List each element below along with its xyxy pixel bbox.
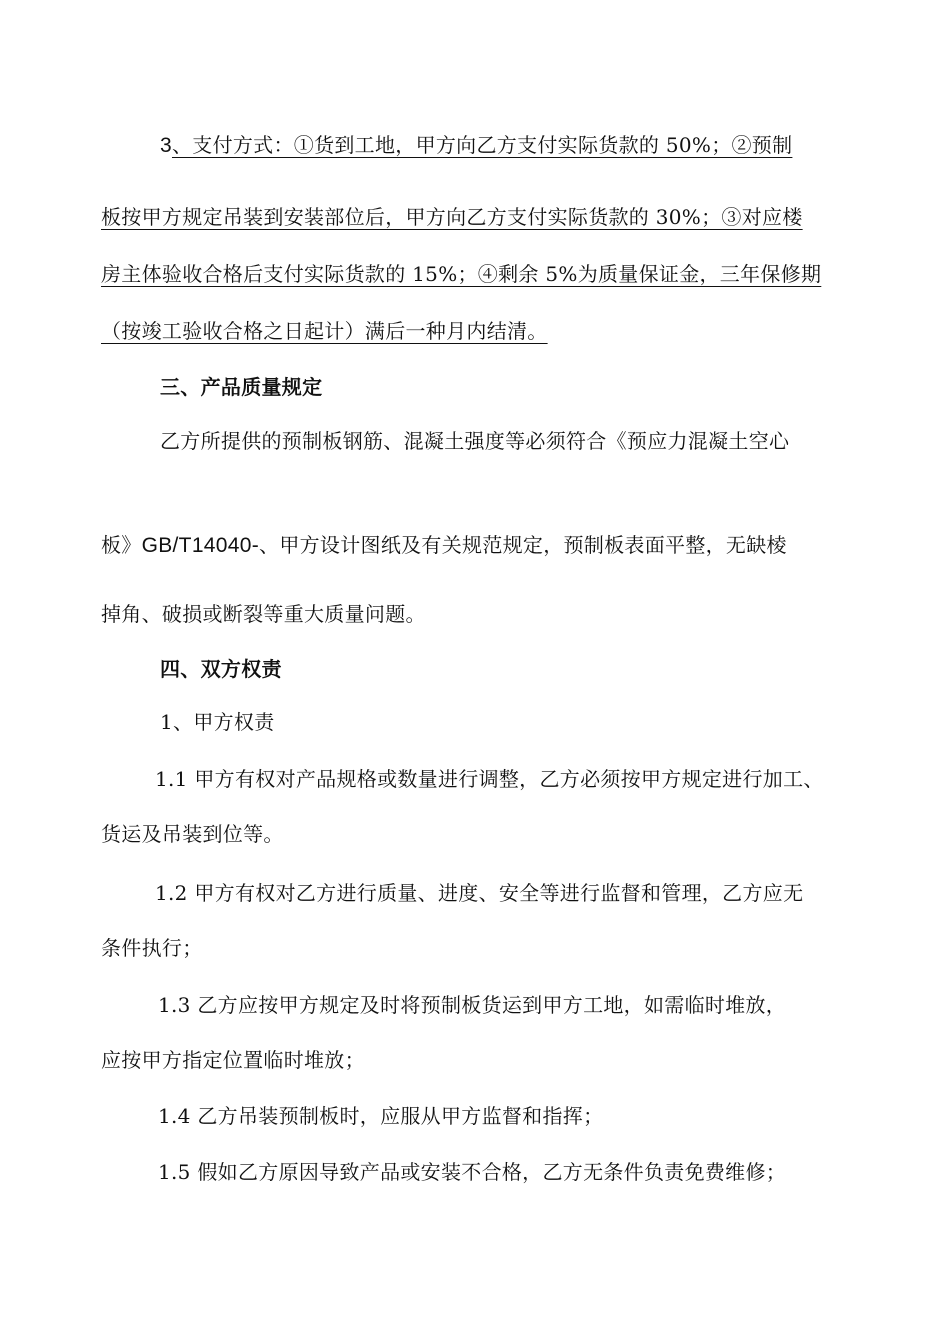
quality-line-2 [101,531,787,560]
payment-line-1 [160,131,792,160]
item-1-4: 1.4 乙方吊装预制板时，应服从甲方监督和指挥； [158,1104,604,1128]
payment-number: 3 [160,134,172,157]
quality-heading: 三、产品质量规定 [160,375,323,399]
item-1-1-line-2: 货运及吊装到位等。 [101,822,284,846]
rights-heading: 四、双方权责 [160,657,282,681]
rights-sub-1: 1、甲方权责 [160,710,275,734]
item-1-2-line-2: 条件执行； [101,936,203,960]
quality-line-1: 乙方所提供的预制板钢筋、混凝土强度等必须符合《预应力混凝土空心 [160,429,790,453]
standard-code: GB/T14040- [141,534,260,557]
item-1-3-line-2: 应按甲方指定位置临时堆放； [101,1048,365,1072]
item-1-2-line-1: 1.2 甲方有权对乙方进行质量、进度、安全等进行监督和管理，乙方应无 [155,881,804,905]
quality-line-2-post: 、甲方设计图纸及有关规范规定，预制板表面平整，无缺棱 [259,533,787,557]
payment-text-1: 、支付方式：①货到工地，甲方向乙方支付实际货款的 50%；②预制 [171,133,793,157]
item-1-3-line-1: 1.3 乙方应按甲方规定及时将预制板货运到甲方工地，如需临时堆放， [158,993,787,1017]
quality-line-3: 掉角、破损或断裂等重大质量问题。 [101,602,426,626]
payment-line-3: 房主体验收合格后支付实际货款的 15%；④剩余 5%为质量保证金，三年保修期 [101,262,822,286]
payment-line-2: 板按甲方规定吊装到安装部位后，甲方向乙方支付实际货款的 30%；③对应楼 [101,205,803,229]
item-1-5: 1.5 假如乙方原因导致产品或安装不合格，乙方无条件负责免费维修； [158,1160,787,1184]
item-1-1-line-1: 1.1 甲方有权对产品规格或数量进行调整，乙方必须按甲方规定进行加工、 [155,767,824,791]
payment-line-4: （按竣工验收合格之日起计）满后一种月内结清。 [101,319,548,343]
quality-line-2-pre: 板》 [101,533,142,557]
